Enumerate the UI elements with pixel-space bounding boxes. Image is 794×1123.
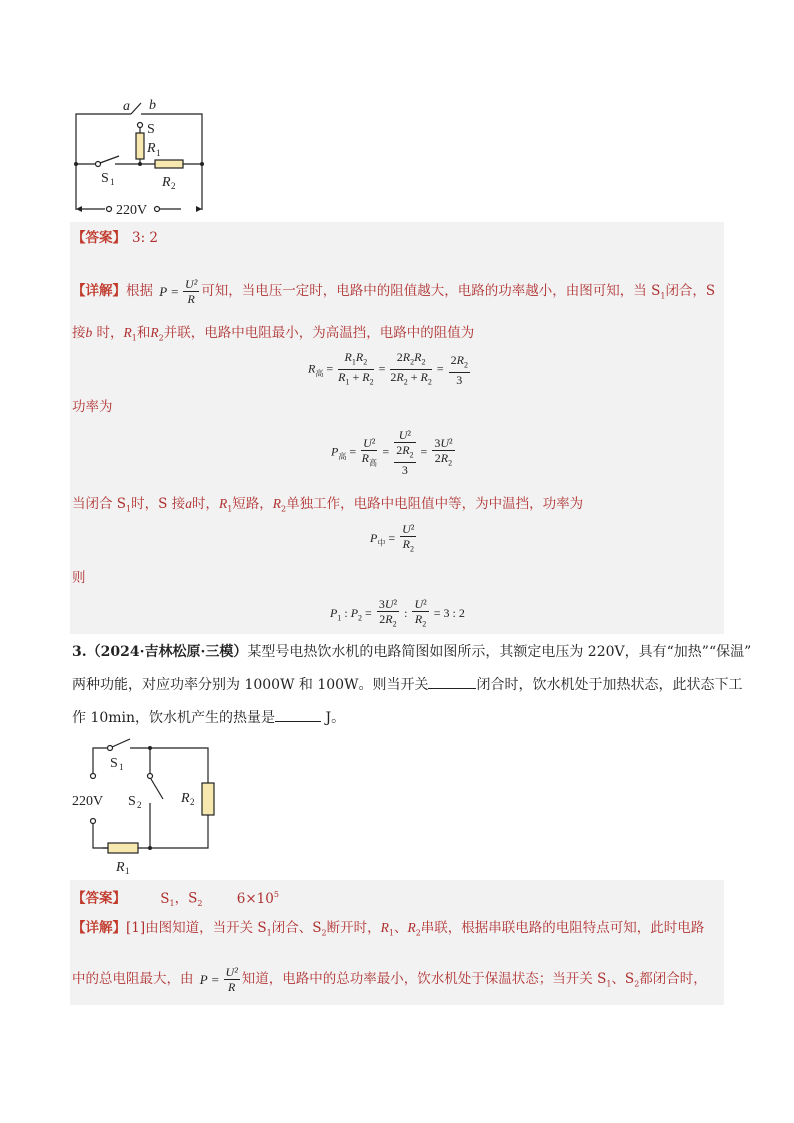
circuit-diagram-1 xyxy=(65,95,215,220)
question-text: 两种功能，对应功率分别为 1000W 和 100W。则当开关 xyxy=(72,677,429,693)
detail-text: 闭合、S xyxy=(271,920,322,936)
detail-text: 、 xyxy=(393,920,408,936)
detail-3-line-1: 【详解】[1]由图知道，当开关 $S_1$闭合、$S_2$断开时，$R_1$、$R_2$串联，根据串联电路的电阻特点可知，此时电路 xyxy=(72,920,705,938)
formula-p-u2-r: P = xyxy=(199,971,220,987)
answer-tag: 【答案】 xyxy=(72,890,126,907)
detail-tag: 【详解】 xyxy=(72,283,126,299)
detail-line-3: 当闭合 $S_1$时，S 接a时，$R_1$短路，$R_2$单独工作，电路中电阻值中等，为中温挡，功率为 xyxy=(72,496,584,514)
sub: 1 xyxy=(606,979,612,989)
detail-text: 串联，根据串联电路的电阻特点可知，此时电路 xyxy=(420,920,705,936)
detail-text: 可知，当电压一定时，电路中的阻值越大，电路的功率越小，由图可知，当 S xyxy=(201,283,661,299)
formula-fraction: $\frac{\text{U²}}{R}$ xyxy=(185,277,198,306)
switch-s-label: S xyxy=(147,122,155,137)
question-number: 3. xyxy=(72,644,87,660)
detail-text: b xyxy=(85,325,93,340)
answer-value: 3: 2 xyxy=(132,230,159,246)
question-3-line-3 xyxy=(72,709,345,727)
s1-label: S xyxy=(101,171,109,186)
detail-text: 时，S 接 xyxy=(131,496,186,512)
sub: 1 xyxy=(126,504,132,514)
s1-label-sub: 1 xyxy=(110,177,115,187)
r2-label: R xyxy=(181,791,190,806)
answer-value-2: 6×10 xyxy=(236,890,274,907)
r1-label-sub: 1 xyxy=(125,866,130,876)
equation-p-mid: $P_中$ = $\frac{\text{U²}}{R_2}$ xyxy=(370,522,415,554)
sub: 2 xyxy=(321,928,327,938)
s2-label-sub: 2 xyxy=(137,800,142,810)
then-label xyxy=(72,569,86,587)
detail-line-1 xyxy=(72,277,715,306)
equation-r-high: $R_高$ = $\frac{R_1R_2}{R_1 + R_2}$ = $\frac{2R_2R_2}{2R_2 + R_2}$ = $\frac{2R_2}{3}$ xyxy=(308,350,468,388)
detail-text: R xyxy=(150,325,159,340)
detail-text: 并联，电路中电阻最小，为高温挡，电路中的阻值为 xyxy=(163,325,475,341)
formula-p-u2-r: P = xyxy=(159,283,180,299)
detail-text: 接 xyxy=(72,325,86,341)
sub: 2 xyxy=(197,899,203,909)
detail-text: 断开时， xyxy=(326,920,381,936)
sub: 1 xyxy=(660,291,666,301)
r1-label: R xyxy=(147,141,156,156)
node-label-a: a xyxy=(123,99,130,114)
detail-text: 闭合，S xyxy=(665,283,716,299)
question-source: （2024·吉林松原·三模） xyxy=(86,644,248,660)
s2-label: S xyxy=(128,794,136,809)
detail-text: 和 xyxy=(136,325,151,341)
question-text: 某型号电热饮水机的电路简图如图所示，其额定电压为 220V，具有“加热”“保温” xyxy=(247,644,752,660)
detail-text: R xyxy=(272,496,282,511)
answer-tag: 【答案】 xyxy=(72,230,126,246)
sub: 2 xyxy=(634,979,640,989)
detail-text: 则 xyxy=(72,570,86,586)
sub: 1 xyxy=(169,899,175,909)
r2-label-sub: 2 xyxy=(171,181,176,191)
detail-text: R xyxy=(380,920,389,935)
sup: 5 xyxy=(273,890,279,899)
r1-label-sub: 1 xyxy=(156,148,161,158)
node-label-b: b xyxy=(149,98,156,113)
voltage-label: 220V xyxy=(72,794,104,809)
detail-text: 知道，电路中的总功率最小，饮水机处于保温状态；当开关 S xyxy=(241,971,607,987)
question-3-line-1 xyxy=(72,643,751,661)
detail-text: 当闭合 S xyxy=(72,496,127,512)
r2-label: R xyxy=(162,175,171,190)
answer-value-1b: ，S xyxy=(174,890,198,907)
question-text: 闭合时，饮水机处于加热状态，此状态下工 xyxy=(476,677,743,693)
question-text: 作 10min，饮水机产生的热量是 xyxy=(72,710,276,726)
voltage-label: 220V xyxy=(116,203,148,218)
detail-text: 单独工作，电路中电阻值中等，为中温挡，功率为 xyxy=(286,496,584,512)
detail-text: 功率为 xyxy=(72,399,113,415)
detail-3-line-2 xyxy=(72,965,707,994)
question-text: J。 xyxy=(321,710,346,726)
s1-label: S xyxy=(110,756,118,771)
equation-ratio: $P_1$ : $P_2$ = $\frac{\text{3U²}}{2R_2}$ : $\frac{\text{U²}}{R_2}$ = 3 : 2 xyxy=(330,597,465,629)
detail-text: 时， xyxy=(92,325,124,341)
answer-blank-1[interactable] xyxy=(428,688,476,689)
sub: 1 xyxy=(266,928,272,938)
detail-text: R xyxy=(407,920,416,935)
answer-blank-2[interactable] xyxy=(275,721,321,722)
s1-label-sub: 1 xyxy=(119,762,124,772)
formula-fraction: $\frac{\text{U²}}{R}$ xyxy=(225,965,238,994)
detail-text: 中的总电阻最大，由 xyxy=(72,971,194,987)
answer-line-3 xyxy=(72,886,279,913)
detail-text: 时， xyxy=(191,496,219,512)
answer-line-1 xyxy=(72,229,158,247)
detail-text: a xyxy=(185,496,192,511)
equation-p-high: $P_高$ = $\frac{\text{U²}}{R_高}$ = $\frac{\text{U²}}{\frac{2R_2}{3}}$ = $\frac{\text{3U²}}{2R_2}$ xyxy=(331,428,453,478)
detail-text: 都闭合时， xyxy=(639,971,707,987)
detail-line-2: 接b 时，$R_1$和$R_2$并联，电路中电阻最小，为高温挡，电路中的阻值为 xyxy=(72,325,475,343)
question-3-line-2 xyxy=(72,676,742,694)
r2-label-sub: 2 xyxy=(190,797,195,807)
circuit-diagram-2 xyxy=(68,735,223,880)
detail-text: 短路， xyxy=(232,496,273,512)
power-label xyxy=(72,398,113,416)
ratio-result: = 3 : 2 xyxy=(433,605,465,620)
detail-tag: 【详解】 xyxy=(72,920,126,936)
detail-text: R xyxy=(123,325,132,340)
detail-text: 、S xyxy=(611,971,635,987)
detail-text: 根据 xyxy=(126,283,153,299)
r1-label: R xyxy=(116,860,125,875)
detail-text: [1]由图知道，当开关 S xyxy=(126,920,267,936)
answer-value-1: S xyxy=(160,890,170,907)
detail-text: R xyxy=(218,496,228,511)
